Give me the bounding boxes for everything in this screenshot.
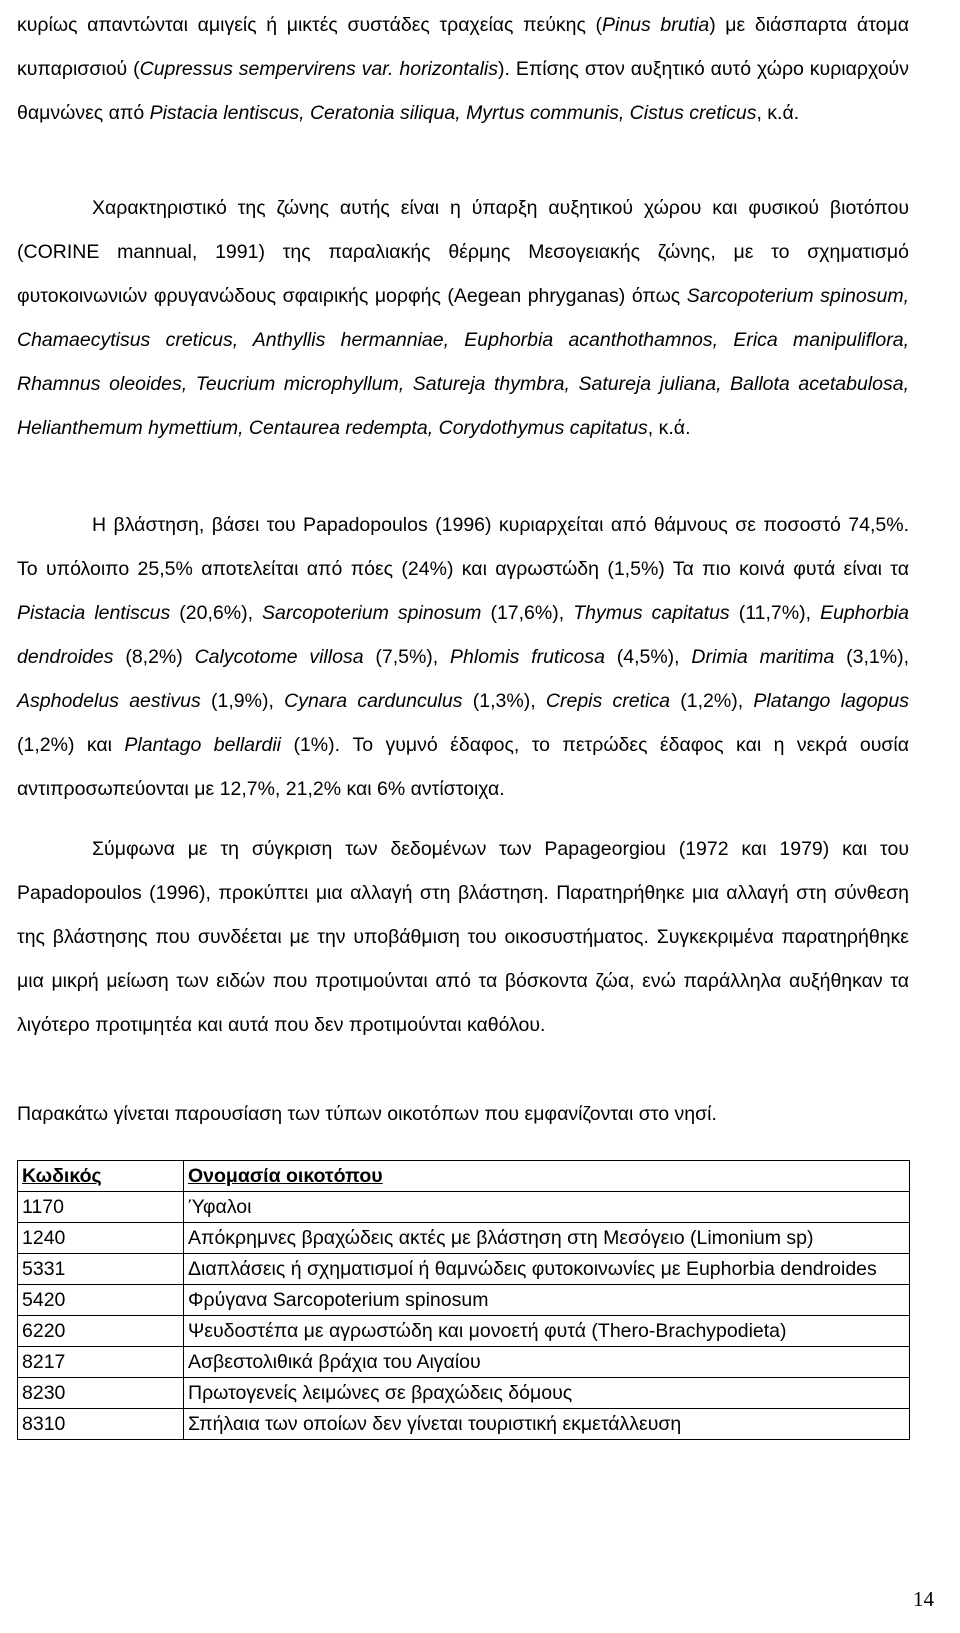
paragraph-vegetation-change xyxy=(17,827,909,1047)
text-run: Plantago bellardii xyxy=(124,734,282,756)
habitat-name xyxy=(184,1192,910,1223)
habitat-types-table xyxy=(17,1160,910,1440)
text-run: (1,2%), xyxy=(669,690,754,712)
text-run: Παρακάτω γίνεται παρουσίαση των τύπων οικοτόπων που εμφανίζονται στο νησί. xyxy=(17,1103,717,1125)
habitat-name-run: ) xyxy=(807,1227,814,1249)
table-header-row xyxy=(18,1161,910,1192)
text-run: (1,9%), xyxy=(200,690,285,712)
habitat-code: 1170 xyxy=(18,1192,184,1223)
text-run: (20,6%), xyxy=(170,602,263,624)
text-run: , κ.ά. xyxy=(756,102,800,124)
table-row xyxy=(18,1254,910,1285)
text-run: , κ.ά. xyxy=(647,417,691,439)
habitat-name xyxy=(184,1254,910,1285)
paragraph-vegetation-percentages xyxy=(17,503,909,811)
text-run: ) με διάσπαρτα άτομα κυπαρισσιού ( xyxy=(17,14,909,80)
text-run: Asphodelus aestivus xyxy=(17,690,201,712)
table-row xyxy=(18,1316,910,1347)
habitat-name-run: Sarcopoterium spinosum xyxy=(272,1289,489,1311)
habitat-code: 8230 xyxy=(18,1378,184,1409)
text-run: Pistacia lentiscus, Ceratonia siliqua, Myrtus communis, Cistus creticus xyxy=(149,102,757,124)
text-run: Crepis cretica xyxy=(545,690,670,712)
habitat-name xyxy=(184,1409,910,1440)
table-row xyxy=(18,1285,910,1316)
habitat-code: 6220 xyxy=(18,1316,184,1347)
text-run: Cynara cardunculus xyxy=(284,690,463,712)
header-habitat-name: Ονομασία οικοτόπου xyxy=(184,1161,910,1192)
habitat-name-run: Απόκρημνες βραχώδεις ακτές με βλάστηση στη Μεσόγειο ( xyxy=(188,1227,697,1249)
text-run: Thymus capitatus xyxy=(573,602,730,624)
text-run: κυρίως απαντώνται αμιγείς ή μικτές συστάδες τραχείας πεύκης ( xyxy=(17,14,602,36)
text-run: Σύμφωνα με τη σύγκριση των δεδομένων των Papageorgiou (1972 και 1979) και του Papadopoulos (1996), προκύπτει μια αλλαγή στη βλάστηση. Παρατηρήθηκε μια αλλαγή στη σύνθεση της βλάστησης που συνδέεται με την υποβάθμιση του οικοσυστήματος. Συγκεκριμένα παρατηρήθηκε μια μικρή μείωση των ειδών που προτιμούνται από τα βόσκοντα ζώα, ενώ παράλληλα αυξήθηκαν τα λιγότερο προτιμητέα και αυτά που δεν προτιμούνται καθόλου. xyxy=(17,838,909,1036)
table-row xyxy=(18,1192,910,1223)
habitat-name-run: Limonium sp xyxy=(696,1227,808,1249)
table-body xyxy=(18,1192,910,1440)
page-number: 14 xyxy=(913,1587,934,1611)
text-run: Cupressus sempervirens var. horizontalis xyxy=(139,58,499,80)
table-row xyxy=(18,1223,910,1254)
text-run: Sarcopoterium spinosum, Chamaecytisus creticus, Anthyllis hermanniae, Euphorbia acanthothamnos, Erica manipuliflora, Rhamnus oleoides, Teucrium microphyllum, Satureja thymbra, Satureja juliana, Ballota acetabulosa, Helianthemum hymettium, Centaurea redempta, Corydothymus capitatus xyxy=(17,285,909,439)
habitat-name-run: Ύφαλοι xyxy=(188,1196,252,1218)
table-row xyxy=(18,1378,910,1409)
header-code: Κωδικός xyxy=(18,1161,184,1192)
text-run: Χαρακτηριστικό της ζώνης αυτής είναι η ύπαρξη αυξητικού χώρου και φυσικού βιοτόπου (CORINE mannual, 1991) της παραλιακής θέρμης Μεσογειακής ζώνης, με το σχηματισμό φυτοκοινωνιών φρυγανώδους σφαιρικής μορφής (Aegean phryganas) όπως xyxy=(17,197,909,307)
text-run: (11,7%), xyxy=(729,602,821,624)
text-run: Sarcopoterium spinosum xyxy=(262,602,482,624)
text-run: (1%). Το γυμνό έδαφος, το πετρώδες έδαφος και η νεκρά ουσία αντιπροσωπεύονται με 12,7%, 21,2% και 6% αντίστοιχα. xyxy=(17,734,909,800)
paragraph-habitat-intro xyxy=(17,1092,909,1136)
paragraph-phrygana-zone xyxy=(17,186,909,450)
habitat-code: 5420 xyxy=(18,1285,184,1316)
table-row xyxy=(18,1409,910,1440)
habitat-name-run: Σπήλαια των οποίων δεν γίνεται τουριστική εκμετάλλευση xyxy=(188,1413,682,1435)
habitat-name-run: Διαπλάσεις ή σχηματισμοί ή θαμνώδεις φυτοκοινωνίες με xyxy=(188,1258,686,1280)
text-run: Platango lagopus xyxy=(753,690,909,712)
text-run: Euphorbia dendroides xyxy=(17,602,909,668)
text-run: (17,6%), xyxy=(481,602,574,624)
paragraph-forest-vegetation xyxy=(17,3,909,135)
habitat-name-run: Φρύγανα xyxy=(188,1289,273,1311)
text-run: (4,5%), xyxy=(604,646,692,668)
text-run: ). Επίσης στον αυξητικό αυτό χώρο κυριαρχούν θαμνώνες από xyxy=(17,58,909,124)
habitat-code: 1240 xyxy=(18,1223,184,1254)
habitat-name-run: Euphorbia dendroides xyxy=(685,1258,877,1280)
text-run: (8,2%) xyxy=(113,646,195,668)
habitat-name xyxy=(184,1378,910,1409)
habitat-code: 8310 xyxy=(18,1409,184,1440)
habitat-name-run: Πρωτογενείς λειμώνες σε βραχώδεις δόμους xyxy=(188,1382,573,1404)
text-run: Η βλάστηση, βάσει του Papadopoulos (1996) κυριαρχείται από θάμνους σε ποσοστό 74,5%. Το υπόλοιπο 25,5% αποτελείται από πόες (24%) και αγρωστώδη (1,5%) Τα πιο κοινά φυτά είναι τα xyxy=(17,514,909,580)
habitat-name xyxy=(184,1223,910,1254)
table-row xyxy=(18,1347,910,1378)
habitat-name-run: Ασβεστολιθικά βράχια του Αιγαίου xyxy=(188,1351,481,1373)
habitat-name xyxy=(184,1347,910,1378)
habitat-name-run: Ψευδοστέπα με αγρωστώδη και μονοετή φυτά (Thero-Brachypodieta) xyxy=(188,1320,787,1342)
text-run: (1,3%), xyxy=(462,690,546,712)
text-run: (7,5%), xyxy=(363,646,451,668)
text-run: (1,2%) και xyxy=(17,734,125,756)
habitat-code: 8217 xyxy=(18,1347,184,1378)
text-run: Phlomis fruticosa xyxy=(450,646,605,668)
habitat-name xyxy=(184,1285,910,1316)
habitat-code: 5331 xyxy=(18,1254,184,1285)
habitat-name xyxy=(184,1316,910,1347)
text-run: Calycotome villosa xyxy=(194,646,364,668)
text-run: Pinus brutia xyxy=(602,14,710,36)
text-run: (3,1%), xyxy=(834,646,910,668)
text-run: Pistacia lentiscus xyxy=(17,602,171,624)
text-run: Drimia maritima xyxy=(691,646,835,668)
